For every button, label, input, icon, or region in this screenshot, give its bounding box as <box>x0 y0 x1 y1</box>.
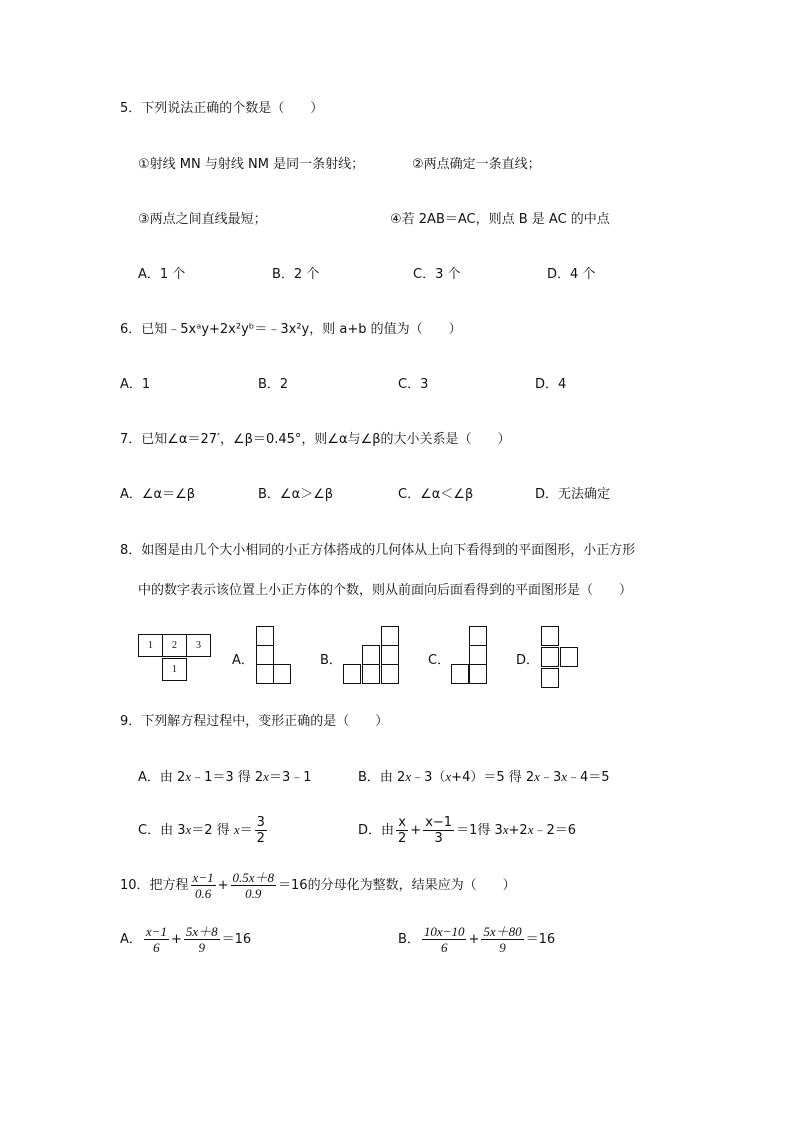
q5-stem: 5．下列说法正确的个数是（ ） <box>120 101 324 116</box>
q8-option-b-label[interactable]: B． <box>320 653 342 668</box>
denominator: 9 <box>198 940 205 955</box>
q8-top-view-figure <box>138 634 218 680</box>
q6-option-d[interactable]: D．4 <box>535 377 567 392</box>
denominator: 0.6 <box>194 886 212 901</box>
text: + <box>217 878 229 893</box>
text: C．由 3 <box>138 823 186 838</box>
fraction <box>423 815 454 846</box>
q5-option-b[interactable]: B．2 个 <box>272 267 320 282</box>
text: ＝16 <box>525 932 556 947</box>
text: +2 <box>508 823 528 838</box>
top-view-cell: 2 <box>162 634 187 657</box>
fraction <box>191 870 216 901</box>
top-view-cell: 1 <box>162 658 187 681</box>
numerator: 0.5x＋8 <box>232 870 275 885</box>
var-x: x <box>185 769 192 784</box>
q9-option-a[interactable] <box>138 768 311 787</box>
fraction <box>396 815 408 846</box>
q9-option-b[interactable] <box>358 768 610 787</box>
text: ＝2 得 <box>191 823 234 838</box>
q10-option-a[interactable] <box>120 922 251 958</box>
fraction <box>144 924 169 955</box>
fraction <box>184 924 220 955</box>
var-x: x <box>185 822 192 837</box>
var-x: x <box>561 769 567 784</box>
denominator: 3 <box>434 831 443 846</box>
q7-option-d[interactable]: D．无法确定 <box>535 487 611 502</box>
var-x: x <box>534 769 540 784</box>
q5-option-c[interactable]: C．3 个 <box>413 267 461 282</box>
q5-option-d[interactable]: D．4 个 <box>547 267 596 282</box>
text: ﹣3（ <box>411 770 446 785</box>
fraction <box>255 815 267 846</box>
q8-option-a-figure[interactable] <box>256 626 292 686</box>
var-x: x <box>445 769 452 784</box>
fraction <box>481 924 523 955</box>
q7-option-c[interactable]: C．∠α＜∠β <box>398 487 474 502</box>
var-x: x <box>263 769 269 784</box>
numerator: x <box>396 815 408 831</box>
top-view-cell: 3 <box>186 634 211 657</box>
q6-option-c[interactable]: C．3 <box>398 377 429 392</box>
q7-stem: 7．已知∠α＝27′，∠β＝0.45°，则∠α与∠β的大小关系是（ ） <box>120 432 511 447</box>
numerator: 10x−10 <box>423 924 465 939</box>
q7-option-a[interactable]: A．∠α＝∠β <box>120 487 196 502</box>
var-x: x <box>527 822 534 837</box>
numerator: x−1 <box>145 924 167 939</box>
q5-statement-2: ②两点确定一条直线； <box>412 157 541 172</box>
numerator: 3 <box>256 815 265 830</box>
text: B． <box>398 932 420 947</box>
text: 10．把方程 <box>120 878 189 893</box>
q10-option-b[interactable] <box>398 922 555 958</box>
q6-stem: 6．已知﹣5xᵃy+2x²yᵇ＝﹣3x²y，则 a+b 的值为（ ） <box>120 322 462 337</box>
text: ＝3﹣1 <box>268 770 312 785</box>
denominator: 6 <box>440 940 448 955</box>
text: D．由 <box>358 823 395 838</box>
q8-option-b-figure[interactable] <box>343 626 401 686</box>
text: ﹣4＝5 <box>567 770 610 785</box>
q5-statement-3: ③两点之间直线最短； <box>138 212 267 227</box>
denominator: 0.9 <box>245 886 262 901</box>
var-x: x <box>502 822 509 837</box>
q9-option-c[interactable] <box>138 813 269 848</box>
q8-stem-line2: 中的数字表示该位置上小正方体的个数，则从前面向后面看得到的平面图形是（ ） <box>138 583 633 598</box>
q5-statement-1: ①射线 MN 与射线 NM 是同一条射线； <box>138 157 365 172</box>
text: ＝1得 3 <box>456 823 503 838</box>
q8-option-d-label[interactable]: D． <box>516 653 540 668</box>
top-view-cell: 1 <box>138 634 163 657</box>
text: ﹣3 <box>539 770 562 785</box>
q8-option-c-label[interactable]: C． <box>428 653 451 668</box>
text: A．由 2 <box>138 770 186 785</box>
q7-option-b[interactable]: B．∠α＞∠β <box>258 487 334 502</box>
q9-option-d[interactable] <box>358 813 576 848</box>
fraction <box>422 924 467 955</box>
q8-option-c-figure[interactable] <box>451 626 489 686</box>
q8-option-d-figure[interactable] <box>541 626 583 688</box>
text: ＝ <box>239 823 253 838</box>
text: 的分母化为整数，结果应为（ ） <box>307 878 516 893</box>
text: + <box>468 932 480 947</box>
numerator: x−1 <box>425 815 453 830</box>
q6-option-b[interactable]: B．2 <box>258 377 289 392</box>
text: + <box>410 823 422 838</box>
q8-option-a-label[interactable]: A． <box>232 653 254 668</box>
fraction <box>231 870 277 901</box>
text: ＝16 <box>278 878 308 893</box>
text: +4）＝5 得 2 <box>451 770 535 785</box>
numerator: 5x＋80 <box>483 924 522 939</box>
var-x: x <box>233 822 240 837</box>
text: B．由 2 <box>358 770 406 785</box>
q8-stem-line1: 8．如图是由几个大小相同的小正方体搭成的几何体从上向下看得到的平面图形，小正方形 <box>120 543 636 558</box>
text: ﹣1＝3 得 2 <box>191 770 264 785</box>
denominator: 2 <box>256 831 265 846</box>
q10-stem <box>120 868 516 904</box>
text: ﹣2＝6 <box>533 823 577 838</box>
var-x: x <box>405 769 412 784</box>
q5-option-a[interactable]: A．1 个 <box>138 267 186 282</box>
denominator: 6 <box>153 940 160 955</box>
text: + <box>170 932 182 947</box>
numerator: 5x＋8 <box>185 924 218 939</box>
q5-statement-4: ④若 2AB＝AC，则点 B 是 AC 的中点 <box>390 212 610 227</box>
numerator: x−1 <box>192 870 214 885</box>
q9-stem: 9．下列解方程过程中，变形正确的是（ ） <box>120 714 389 729</box>
text: A． <box>120 932 142 947</box>
denominator: 9 <box>499 940 506 955</box>
q6-option-a[interactable]: A．1 <box>120 377 151 392</box>
denominator: 2 <box>398 831 407 846</box>
text: ＝16 <box>221 932 252 947</box>
